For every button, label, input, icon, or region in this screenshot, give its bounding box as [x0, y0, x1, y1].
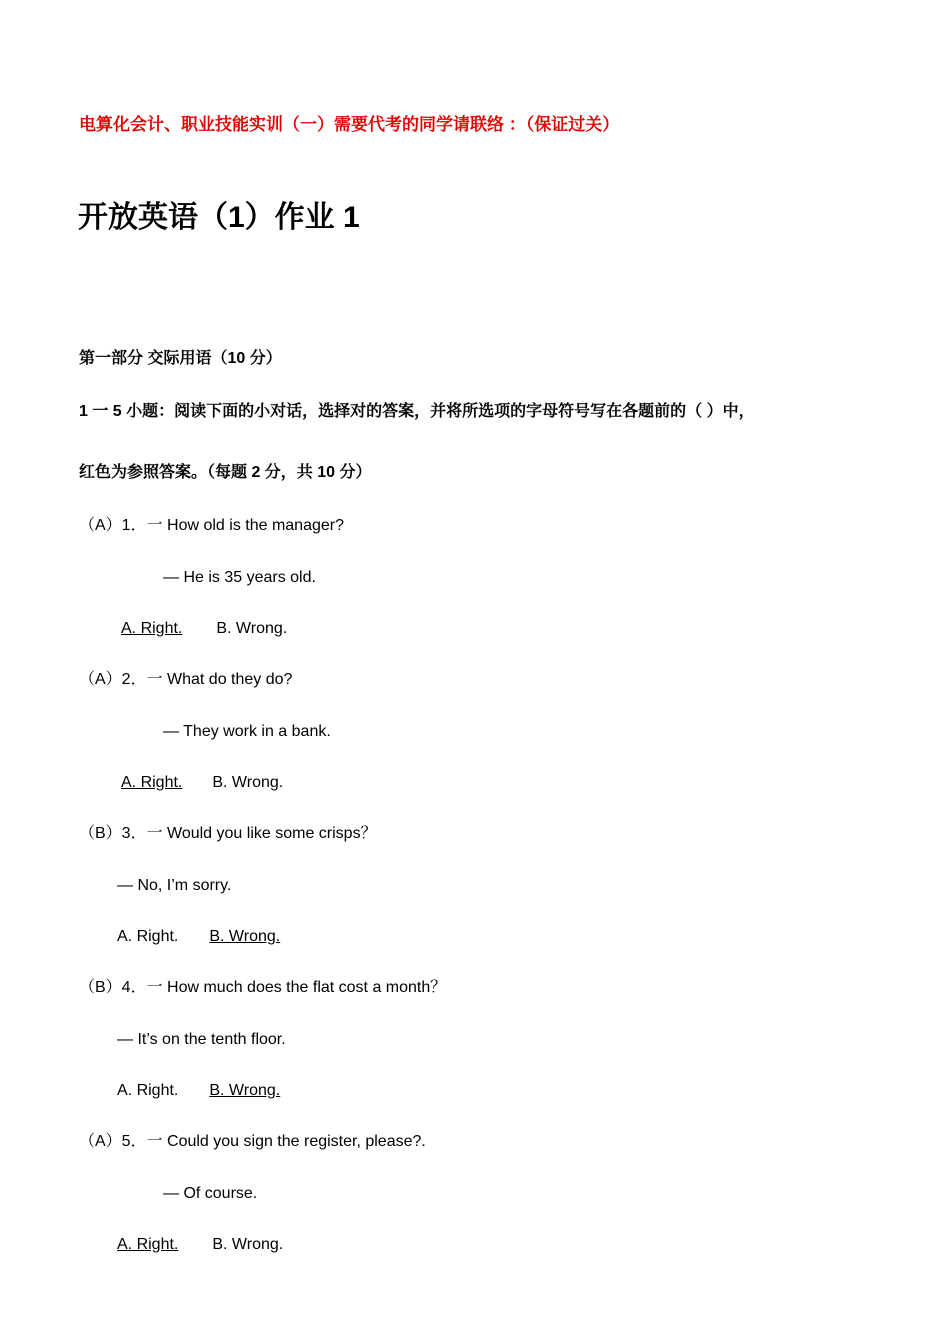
- question-5-option-a: A. Right.: [117, 1236, 179, 1253]
- question-5-reply: — Of course.: [163, 1185, 258, 1202]
- question-3-option-b: B. Wrong.: [209, 928, 281, 945]
- question-2-option-a: A. Right.: [121, 774, 183, 791]
- question-1-reply: — He is 35 years old.: [163, 569, 316, 586]
- question-2-options: [121, 773, 283, 793]
- question-1-options: [121, 619, 287, 639]
- instructions-line-1: 1 一 5 小题：阅读下面的小对话，选择对的答案，并将所选项的字母符号写在各题前的（ ）中，: [79, 403, 755, 420]
- question-4-option-b: B. Wrong.: [209, 1082, 281, 1099]
- question-1-option-a: A. Right.: [121, 620, 183, 637]
- section-title: 第一部分 交际用语（10 分）: [79, 350, 282, 367]
- promo-banner: 电算化会计、职业技能实训（一）需要代考的同学请联络 ：（保证过关）: [79, 115, 620, 134]
- question-2-option-b: B. Wrong.: [212, 774, 284, 791]
- question-3-reply: — No, I’m sorry.: [117, 877, 232, 894]
- question-1-option-b: B. Wrong.: [216, 620, 288, 637]
- question-3-prompt: （B）3．一 Would you like some crisps？: [79, 825, 377, 842]
- page-title: 开放英语（1）作业 1: [78, 201, 360, 234]
- question-5-prompt: （A）5．一 Could you sign the register, please?.: [79, 1133, 426, 1150]
- instructions-line-2: 红色为参照答案。（每题 2 分，共 10 分）: [79, 464, 372, 481]
- question-4-option-a: A. Right.: [117, 1082, 179, 1099]
- question-5-options: [117, 1235, 283, 1255]
- question-3-option-a: A. Right.: [117, 928, 179, 945]
- question-2-reply: — They work in a bank.: [163, 723, 331, 740]
- question-2-prompt: （A）2．一 What do they do?: [79, 671, 293, 688]
- question-3-options: [117, 927, 280, 947]
- question-4-prompt: （B）4．一 How much does the flat cost a month？: [79, 979, 447, 996]
- question-4-reply: — It’s on the tenth floor.: [117, 1031, 286, 1048]
- question-4-options: [117, 1081, 280, 1101]
- question-5-option-b: B. Wrong.: [212, 1236, 284, 1253]
- question-1-prompt: （A）1．一 How old is the manager?: [79, 517, 345, 534]
